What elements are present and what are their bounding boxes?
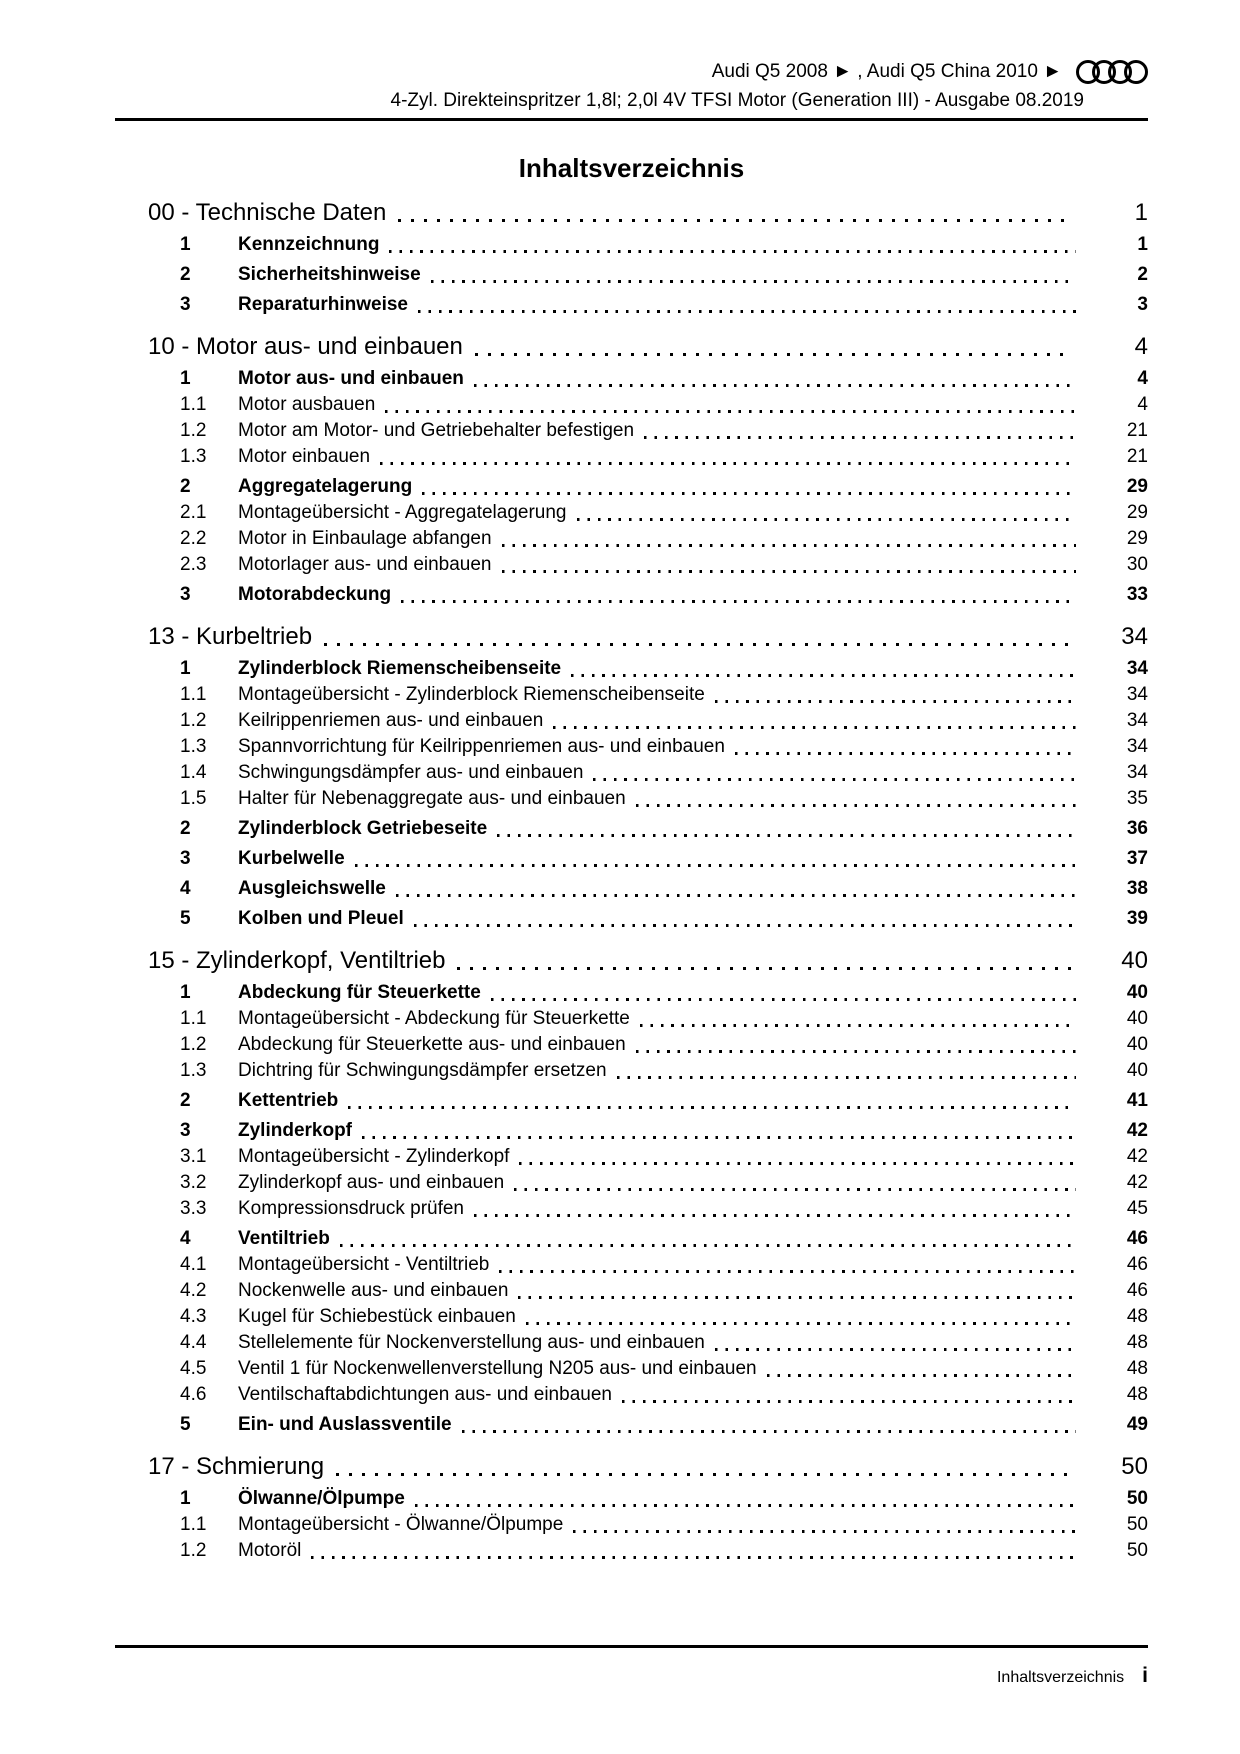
page-footer <box>115 1645 1148 1688</box>
toc-item-number: 1.5 <box>180 788 207 809</box>
dot-leader <box>497 834 1076 837</box>
toc-item-row <box>115 1226 1148 1252</box>
toc-item-row <box>115 734 1148 760</box>
toc-item-label: Montageübersicht - Aggregatelagerung <box>238 502 567 523</box>
toc-item-label: Montageübersicht - Ölwanne/Ölpumpe <box>238 1514 564 1535</box>
toc-item-label: Abdeckung für Steuerkette aus- und einbauen <box>238 1034 626 1055</box>
toc-item-label: Kennzeichnung <box>238 234 380 255</box>
toc-section-row <box>115 332 1148 362</box>
toc-section-label: 13 - Kurbeltrieb <box>148 623 313 650</box>
toc-item-number: 4.1 <box>180 1254 207 1275</box>
toc-item-number: 2 <box>180 264 191 285</box>
toc-item-row <box>115 906 1148 932</box>
toc-item-label: Kompressionsdruck prüfen <box>238 1198 464 1219</box>
dot-leader <box>502 544 1076 547</box>
toc-item-label: Kettentrieb <box>238 1090 339 1111</box>
dot-leader <box>396 894 1076 897</box>
toc-item-row <box>115 500 1148 526</box>
toc-item-label: Montageübersicht - Zylinderblock Riemenscheibenseite <box>238 684 705 705</box>
toc-item-row <box>115 474 1148 500</box>
dot-leader <box>519 1162 1076 1165</box>
toc-item-label: Aggregatelagerung <box>238 476 413 497</box>
dot-leader <box>636 804 1076 807</box>
toc-item-number: 1.3 <box>180 1060 207 1081</box>
toc-item-page: 42 <box>1126 1172 1148 1193</box>
toc-item-page: 42 <box>1126 1120 1148 1141</box>
toc-item-page: 45 <box>1126 1198 1148 1219</box>
toc-item-page: 46 <box>1126 1280 1148 1301</box>
toc-item-label: Montageübersicht - Zylinderkopf <box>238 1146 510 1167</box>
dot-leader <box>636 1050 1076 1053</box>
header-rule <box>115 118 1148 121</box>
toc-item-number: 5 <box>180 1414 191 1435</box>
toc-item-number: 1.2 <box>180 1034 207 1055</box>
toc-item-row <box>115 682 1148 708</box>
dot-leader <box>415 1504 1076 1507</box>
dot-leader <box>324 643 1072 646</box>
toc-item-number: 1.1 <box>180 684 207 705</box>
toc-section-page: 4 <box>1134 333 1148 360</box>
toc-item-label: Motor einbauen <box>238 446 371 467</box>
toc-item-label: Motorabdeckung <box>238 584 392 605</box>
toc-item-number: 1 <box>180 368 191 389</box>
toc-item-row <box>115 1486 1148 1512</box>
toc-item-number: 4.2 <box>180 1280 207 1301</box>
toc-section-label: 10 - Motor aus- und einbauen <box>148 333 463 360</box>
toc-item-row <box>115 876 1148 902</box>
toc-item-label: Keilrippenriemen aus- und einbauen <box>238 710 544 731</box>
toc-section-page: 50 <box>1121 1453 1148 1480</box>
toc-item-row <box>115 1538 1148 1564</box>
dot-leader <box>715 1348 1076 1351</box>
dot-leader <box>502 570 1076 573</box>
page-header <box>115 0 1148 121</box>
toc-item-number: 2.1 <box>180 502 207 523</box>
dot-leader <box>767 1374 1076 1377</box>
toc-item-row <box>115 1170 1148 1196</box>
dot-leader <box>640 1024 1076 1027</box>
toc-item-label: Kurbelwelle <box>238 848 345 869</box>
toc-item-number: 1.1 <box>180 1514 207 1535</box>
toc-item-row <box>115 1278 1148 1304</box>
toc-item-page: 49 <box>1126 1414 1148 1435</box>
toc-item-row <box>115 526 1148 552</box>
toc-section-label: 00 - Technische Daten <box>148 199 387 226</box>
toc-item-label: Nockenwelle aus- und einbauen <box>238 1280 509 1301</box>
dot-leader <box>715 700 1076 703</box>
toc-item-label: Zylinderkopf aus- und einbauen <box>238 1172 505 1193</box>
toc-item-label: Ventil 1 für Nockenwellenverstellung N205 aus- und einbauen <box>238 1358 757 1379</box>
toc-item-row <box>115 1382 1148 1408</box>
toc-item-page: 2 <box>1137 264 1148 285</box>
toc-item-page: 48 <box>1126 1358 1148 1379</box>
toc-item-row <box>115 1252 1148 1278</box>
toc-item-row <box>115 980 1148 1006</box>
toc-item-page: 37 <box>1126 848 1148 869</box>
toc-item-page: 29 <box>1126 528 1148 549</box>
dot-leader <box>571 674 1076 677</box>
toc-item-row <box>115 1032 1148 1058</box>
footer-page-number: i <box>1142 1664 1148 1687</box>
toc-item-page: 34 <box>1126 684 1148 705</box>
dot-leader <box>553 726 1076 729</box>
toc-item-page: 42 <box>1126 1146 1148 1167</box>
toc-item-page: 1 <box>1137 234 1148 255</box>
toc-item-number: 1.1 <box>180 394 207 415</box>
toc-item-number: 3.2 <box>180 1172 207 1193</box>
toc-item-page: 34 <box>1126 762 1148 783</box>
dot-leader <box>355 864 1076 867</box>
toc-item-row <box>115 708 1148 734</box>
toc-item-number: 3.1 <box>180 1146 207 1167</box>
toc-item-number: 2 <box>180 1090 191 1111</box>
toc-item-number: 1.3 <box>180 446 207 467</box>
toc-item-row <box>115 816 1148 842</box>
toc-item-page: 4 <box>1137 368 1148 389</box>
toc-item-page: 34 <box>1126 736 1148 757</box>
toc-item-row <box>115 1304 1148 1330</box>
toc-item-row <box>115 1088 1148 1114</box>
toc-item-row <box>115 392 1148 418</box>
dot-leader <box>518 1296 1076 1299</box>
toc-section-label: 17 - Schmierung <box>148 1453 325 1480</box>
toc-item-label: Motorlager aus- und einbauen <box>238 554 492 575</box>
toc-item-row <box>115 366 1148 392</box>
dot-leader <box>644 436 1076 439</box>
dot-leader <box>340 1244 1076 1247</box>
toc-item-page: 50 <box>1126 1488 1148 1509</box>
toc-item-label: Dichtring für Schwingungsdämpfer ersetzen <box>238 1060 607 1081</box>
toc-item-row <box>115 846 1148 872</box>
toc-section-row <box>115 1452 1148 1482</box>
toc-item-number: 1 <box>180 234 191 255</box>
toc-section-row <box>115 946 1148 976</box>
toc-item-row <box>115 656 1148 682</box>
toc-item-number: 1.1 <box>180 1008 207 1029</box>
toc-item-number: 1.2 <box>180 710 207 731</box>
dot-leader <box>457 967 1072 970</box>
audi-rings-icon <box>1076 56 1148 88</box>
toc-item-row <box>115 232 1148 258</box>
toc-item-page: 34 <box>1126 658 1148 679</box>
toc-item-label: Stellelemente für Nockenverstellung aus- und einbauen <box>238 1332 705 1353</box>
toc-item-row <box>115 1144 1148 1170</box>
dot-leader <box>418 310 1076 313</box>
toc-item-label: Ölwanne/Ölpumpe <box>238 1488 405 1509</box>
toc-item-label: Zylinderkopf <box>238 1120 353 1141</box>
dot-leader <box>311 1556 1076 1559</box>
toc-item-label: Motoröl <box>238 1540 302 1561</box>
toc-item-row <box>115 292 1148 318</box>
toc-item-page: 40 <box>1126 1034 1148 1055</box>
toc-item-page: 38 <box>1126 878 1148 899</box>
dot-leader <box>401 600 1076 603</box>
toc-section-label: 15 - Zylinderkopf, Ventiltrieb <box>148 947 446 974</box>
toc-item-row <box>115 1058 1148 1084</box>
toc-item-page: 48 <box>1126 1384 1148 1405</box>
dot-leader <box>389 250 1076 253</box>
toc-item-page: 50 <box>1126 1514 1148 1535</box>
dot-leader <box>362 1136 1076 1139</box>
dot-leader <box>622 1400 1076 1403</box>
toc-item-label: Kugel für Schiebestück einbauen <box>238 1306 516 1327</box>
dot-leader <box>348 1106 1076 1109</box>
toc-item-row <box>115 1006 1148 1032</box>
toc-item-number: 4 <box>180 878 191 899</box>
toc-item-page: 30 <box>1126 554 1148 575</box>
toc-item-page: 48 <box>1126 1306 1148 1327</box>
toc-item-page: 48 <box>1126 1332 1148 1353</box>
toc-section-row <box>115 622 1148 652</box>
toc-item-label: Spannvorrichtung für Keilrippenriemen aus- und einbauen <box>238 736 725 757</box>
header-model-line: Audi Q5 2008 ► , Audi Q5 China 2010 ► <box>711 61 1062 82</box>
toc-item-label: Ausgleichswelle <box>238 878 386 899</box>
toc-item-row <box>115 760 1148 786</box>
dot-leader <box>617 1076 1076 1079</box>
toc-item-page: 29 <box>1126 476 1148 497</box>
toc-item-page: 39 <box>1126 908 1148 929</box>
dot-leader <box>514 1188 1076 1191</box>
toc-item-number: 2 <box>180 476 191 497</box>
toc-item-page: 50 <box>1126 1540 1148 1561</box>
toc-section-page: 40 <box>1121 947 1148 974</box>
toc-item-label: Montageübersicht - Ventiltrieb <box>238 1254 490 1275</box>
toc-item-number: 5 <box>180 908 191 929</box>
toc-item-row <box>115 418 1148 444</box>
toc-item-row <box>115 552 1148 578</box>
toc-item-number: 3 <box>180 584 191 605</box>
toc-item-number: 4.3 <box>180 1306 207 1327</box>
toc-item-number: 1 <box>180 982 191 1003</box>
toc-item-row <box>115 1196 1148 1222</box>
toc-item-number: 1 <box>180 658 191 679</box>
dot-leader <box>475 353 1072 356</box>
dot-leader <box>573 1530 1076 1533</box>
dot-leader <box>499 1270 1076 1273</box>
toc-item-row <box>115 1512 1148 1538</box>
dot-leader <box>398 219 1072 222</box>
toc-item-row <box>115 1118 1148 1144</box>
toc-item-page: 29 <box>1126 502 1148 523</box>
dot-leader <box>474 384 1076 387</box>
toc-item-number: 2 <box>180 818 191 839</box>
dot-leader <box>380 462 1076 465</box>
dot-leader <box>735 752 1076 755</box>
toc-item-label: Schwingungsdämpfer aus- und einbauen <box>238 762 584 783</box>
dot-leader <box>385 410 1076 413</box>
toc-item-number: 3 <box>180 1120 191 1141</box>
toc-item-page: 4 <box>1137 394 1148 415</box>
toc-item-label: Reparaturhinweise <box>238 294 408 315</box>
toc-item-number: 2.2 <box>180 528 207 549</box>
toc-item-page: 46 <box>1126 1228 1148 1249</box>
toc-item-page: 35 <box>1126 788 1148 809</box>
toc-item-page: 21 <box>1126 420 1148 441</box>
toc-item-label: Ventiltrieb <box>238 1228 330 1249</box>
dot-leader <box>474 1214 1076 1217</box>
toc-item-page: 40 <box>1126 1060 1148 1081</box>
toc-item-row <box>115 444 1148 470</box>
table-of-contents <box>115 198 1148 1564</box>
toc-item-label: Kolben und Pleuel <box>238 908 404 929</box>
toc-item-label: Sicherheitshinweise <box>238 264 421 285</box>
toc-item-number: 4 <box>180 1228 191 1249</box>
toc-item-page: 46 <box>1126 1254 1148 1275</box>
dot-leader <box>431 280 1076 283</box>
dot-leader <box>422 492 1076 495</box>
header-engine-line: 4-Zyl. Direkteinspritzer 1,8l; 2,0l 4V TFSI Motor (Generation III) - Ausgabe 08.2019 <box>390 90 1084 111</box>
toc-item-page: 3 <box>1137 294 1148 315</box>
toc-item-page: 41 <box>1126 1090 1148 1111</box>
toc-item-row <box>115 1330 1148 1356</box>
toc-item-page: 40 <box>1126 982 1148 1003</box>
toc-item-number: 2.3 <box>180 554 207 575</box>
toc-item-page: 34 <box>1126 710 1148 731</box>
toc-item-page: 21 <box>1126 446 1148 467</box>
toc-item-label: Zylinderblock Getriebeseite <box>238 818 488 839</box>
toc-item-row <box>115 786 1148 812</box>
toc-section-row <box>115 198 1148 228</box>
toc-item-label: Ventilschaftabdichtungen aus- und einbauen <box>238 1384 612 1405</box>
toc-item-number: 3 <box>180 848 191 869</box>
footer-rule <box>115 1645 1148 1648</box>
dot-leader <box>462 1430 1076 1433</box>
toc-item-label: Abdeckung für Steuerkette <box>238 982 481 1003</box>
footer-label: Inhaltsverzeichnis <box>996 1669 1125 1686</box>
toc-item-label: Motor in Einbaulage abfangen <box>238 528 492 549</box>
toc-item-page: 33 <box>1126 584 1148 605</box>
page-title: Inhaltsverzeichnis <box>518 153 745 183</box>
toc-item-label: Motor ausbauen <box>238 394 376 415</box>
toc-item-row <box>115 1412 1148 1438</box>
toc-item-page: 36 <box>1126 818 1148 839</box>
toc-item-number: 4.5 <box>180 1358 207 1379</box>
toc-section-page: 34 <box>1121 623 1148 650</box>
dot-leader <box>414 924 1076 927</box>
toc-item-page: 40 <box>1126 1008 1148 1029</box>
dot-leader <box>593 778 1076 781</box>
toc-item-label: Halter für Nebenaggregate aus- und einbauen <box>238 788 626 809</box>
toc-item-number: 3.3 <box>180 1198 207 1219</box>
toc-item-row <box>115 1356 1148 1382</box>
dot-leader <box>491 998 1076 1001</box>
toc-item-label: Motor aus- und einbauen <box>238 368 464 389</box>
toc-item-label: Ein- und Auslassventile <box>238 1414 452 1435</box>
toc-section-page: 1 <box>1134 199 1148 226</box>
dot-leader <box>526 1322 1076 1325</box>
toc-item-label: Zylinderblock Riemenscheibenseite <box>238 658 562 679</box>
toc-item-number: 1.3 <box>180 736 207 757</box>
dot-leader <box>336 1473 1072 1476</box>
toc-item-number: 1.2 <box>180 1540 207 1561</box>
toc-item-number: 1.2 <box>180 420 207 441</box>
toc-item-number: 1 <box>180 1488 191 1509</box>
toc-item-number: 4.6 <box>180 1384 207 1405</box>
toc-item-row <box>115 262 1148 288</box>
toc-item-number: 4.4 <box>180 1332 207 1353</box>
toc-item-number: 1.4 <box>180 762 207 783</box>
toc-item-label: Motor am Motor- und Getriebehalter befestigen <box>238 420 635 441</box>
toc-item-row <box>115 582 1148 608</box>
toc-item-label: Montageübersicht - Abdeckung für Steuerkette <box>238 1008 630 1029</box>
dot-leader <box>577 518 1076 521</box>
toc-item-number: 3 <box>180 294 191 315</box>
